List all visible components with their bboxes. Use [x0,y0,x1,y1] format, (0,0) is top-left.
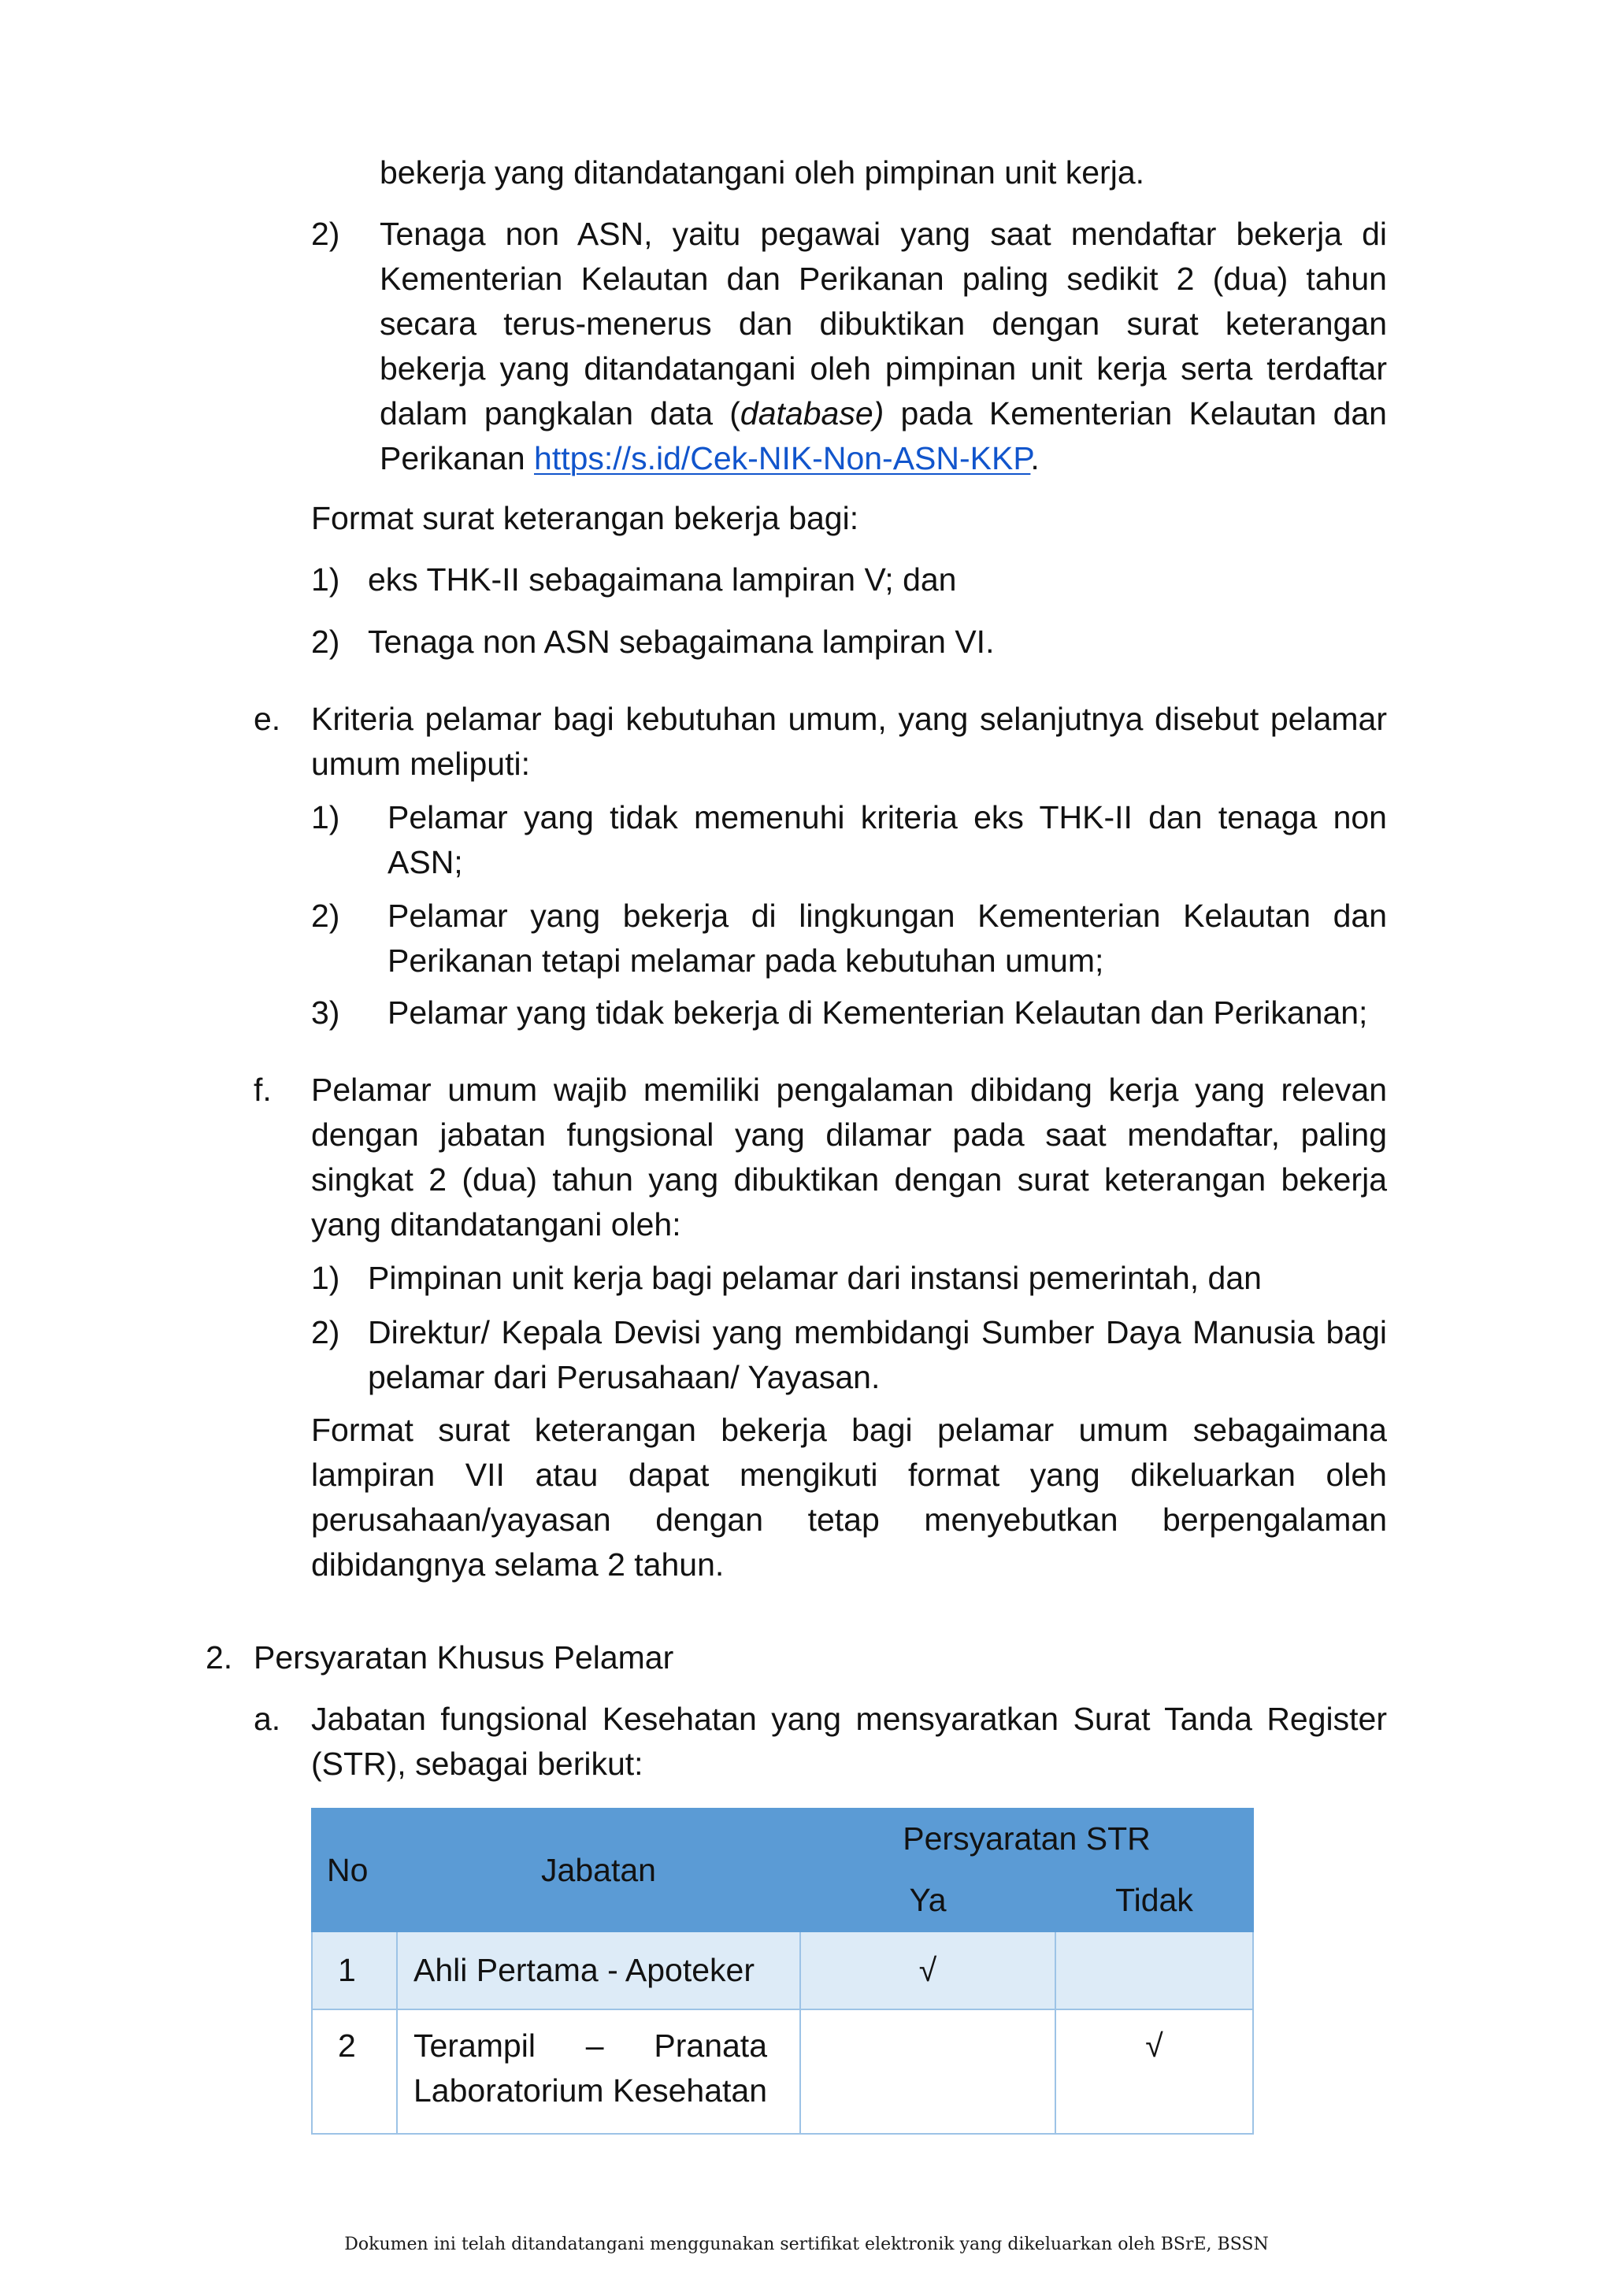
paragraph-line: ASN; [387,844,463,880]
paragraph-line: dibidangnya selama 2 tahun. [311,1546,725,1583]
point-text [311,697,1387,787]
cell-line: Ahli Pertama - Apoteker [413,1952,755,1988]
paragraph-line: bekerja yang ditandatangani oleh pimpinan unit kerja. [380,154,1145,191]
paragraph-line: Pelamar yang bekerja di lingkungan Kementerian Kelautan dan [387,898,1387,934]
paragraph-line: Pelamar umum wajib memiliki pengalaman dibidang kerja yang relevan [311,1072,1387,1108]
paragraph-line: Jabatan fungsional Kesehatan yang mensyaratkan Surat Tanda Register [311,1701,1387,1737]
table-row [312,2009,1253,2134]
e-signature-footer: Dokumen ini telah ditandatangani menggunakan sertifikat elektronik yang dikeluarkan oleh BSrE, BSSN [344,2235,1269,2254]
paragraph-line: Pelamar yang tidak bekerja di Kementerian Kelautan dan Perikanan; [387,994,1368,1031]
list-number: 2) [311,1314,340,1350]
point-f-item-2 [311,1310,1387,1400]
row-number: 2 [312,2009,397,2134]
text-segment: Perikanan [380,440,535,476]
paragraph-line: Kementerian Kelautan dan Perikanan paling sedikit 2 (dua) tahun [380,261,1387,297]
cell-line: Terampil – Pranata [413,2028,767,2064]
paragraph-line: Format surat keterangan bekerja bagi: [311,500,859,536]
row-jabatan [397,2009,800,2134]
cell-tidak [1055,1931,1253,2009]
header-no: No [312,1809,397,1931]
paragraph-line: Tenaga non ASN, yaitu pegawai yang saat mendaftar bekerja di [380,216,1387,252]
paragraph-line: Pelamar yang tidak memenuhi kriteria eks THK-II dan tenaga non [387,799,1387,835]
list-number: 1) [311,799,340,835]
list-item-text [368,1256,1387,1301]
header-tidak: Tidak [1055,1868,1253,1931]
format-note-paragraph [311,1408,1387,1587]
paragraph-line: Kriteria pelamar bagi kebutuhan umum, yang selanjutnya disebut pelamar [311,701,1387,737]
paragraph-line: yang ditandatangani oleh: [311,1206,681,1242]
paragraph-line: umum meliputi: [311,746,530,782]
paragraph-line: singkat 2 (dua) tahun yang dibuktikan dengan surat keterangan bekerja [311,1161,1387,1198]
point-e-item-2 [311,894,1387,983]
list-item-text [387,991,1387,1035]
paragraph-line: pelamar dari Perusahaan/ Yayasan. [368,1359,881,1395]
point-label: a. [254,1701,281,1737]
text-segment: . [1030,440,1040,476]
list-number: 3) [311,994,340,1031]
format-intro [311,496,1387,541]
point-f-item-1 [311,1256,1387,1301]
format-list-item [311,620,1387,665]
point-label: e. [254,701,281,737]
point-text [311,1697,1387,1787]
section-heading [206,1635,1387,1680]
list-item-text [387,894,1387,983]
list-item-non-asn [311,212,1387,481]
list-number: 1) [311,561,340,598]
paragraph-line [380,436,1387,481]
point-label: f. [254,1072,272,1108]
row-jabatan [397,1931,800,2009]
list-item-text: Tenaga non ASN sebagaimana lampiran VI. [368,624,995,660]
list-number: 2) [311,898,340,934]
check-mark-icon: √ [1145,2028,1163,2064]
row-number: 1 [312,1931,397,2009]
point-e-item-1 [311,795,1387,885]
cek-nik-non-asn-link[interactable]: https://s.id/Cek-NIK-Non-ASN-KKP [534,440,1031,476]
paragraph-line: Format surat keterangan bekerja bagi pelamar umum sebagaimana [311,1412,1387,1448]
table-row [312,1931,1253,2009]
format-list-item [311,557,1387,602]
point-e [254,697,1387,787]
paragraph-line: Direktur/ Kepala Devisi yang membidangi Sumber Daya Manusia bagi [368,1314,1387,1350]
paragraph-line: Pimpinan unit kerja bagi pelamar dari instansi pemerintah, dan [368,1260,1262,1296]
cell-line: Laboratorium Kesehatan [413,2072,768,2109]
section-title: Persyaratan Khusus Pelamar [254,1639,674,1676]
point-text [311,1068,1387,1247]
continuation-paragraph [380,150,1387,195]
paragraph-line: dengan jabatan fungsional yang dilamar pada saat mendaftar, paling [311,1117,1387,1153]
cell-ya [800,1931,1055,2009]
list-item-text [368,1310,1387,1400]
list-item-text: eks THK-II sebagaimana lampiran V; dan [368,561,957,598]
paragraph-line: Perikanan tetapi melamar pada kebutuhan umum; [387,942,1104,979]
check-mark-icon: √ [918,1952,937,1988]
list-item-text [380,212,1387,481]
cell-tidak [1055,2009,1253,2134]
list-number: 2) [311,216,340,252]
text-segment: pada Kementerian Kelautan dan [884,395,1387,431]
paragraph-line: bekerja yang ditandatangani oleh pimpinan unit kerja serta terdaftar [380,350,1387,387]
point-a [254,1697,1387,1787]
cell-ya [800,2009,1055,2134]
text-segment: dalam pangkalan data ( [380,395,740,431]
section-number: 2. [206,1639,233,1676]
table-header-row [312,1809,1253,1868]
italic-term: database) [740,395,884,431]
paragraph-line: lampiran VII atau dapat mengikuti format yang dikeluarkan oleh [311,1457,1387,1493]
paragraph-line: (STR), sebagai berikut: [311,1746,643,1782]
point-f [254,1068,1387,1247]
header-ya: Ya [800,1868,1055,1931]
header-persyaratan-str: Persyaratan STR [800,1809,1253,1868]
header-jabatan: Jabatan [397,1809,800,1931]
list-number: 1) [311,1260,340,1296]
paragraph-line [380,391,1387,436]
list-item-text [387,795,1387,885]
paragraph-line: perusahaan/yayasan dengan tetap menyebutkan berpengalaman [311,1502,1387,1538]
list-number: 2) [311,624,340,660]
paragraph-line: secara terus-menerus dan dibuktikan dengan surat keterangan [380,306,1387,342]
str-requirements-table [311,1808,1254,2135]
point-e-item-3 [311,991,1387,1035]
